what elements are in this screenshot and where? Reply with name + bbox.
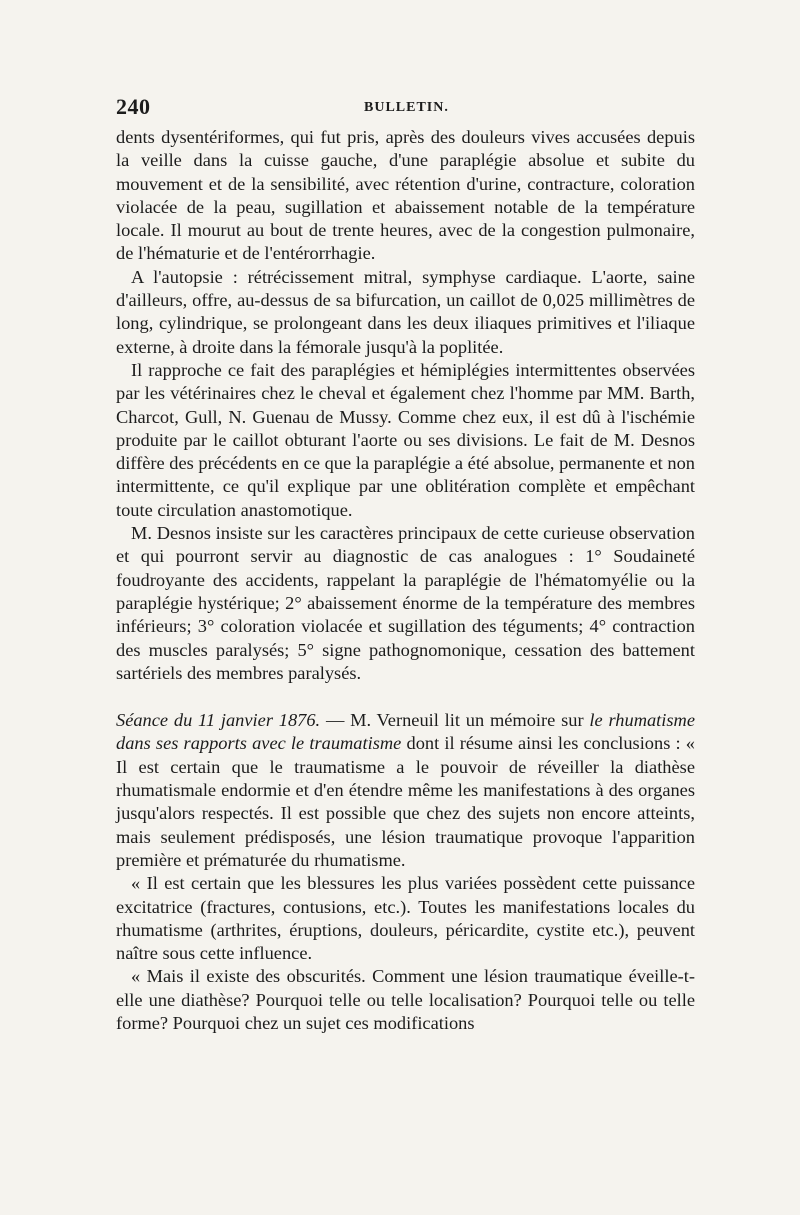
page-number: 240 bbox=[116, 94, 151, 119]
running-head: BULLETIN. bbox=[364, 100, 449, 115]
paragraph-obscurities: « Mais il existe des obscurités. Comment une lésion traumatique éveille-t-elle une diathèse? Pourquoi telle ou telle localisation? Pourquoi telle ou telle forme? Pourquoi chez un sujet ces modifications bbox=[116, 966, 695, 1033]
session-lead: — M. Verneuil lit un mémoire sur bbox=[320, 710, 590, 731]
page-header bbox=[116, 94, 695, 124]
paragraph-characteristics: M. Desnos insiste sur les caractères principaux de cette curieuse observation et qui pourront servir au diagnostic de cas analogues : 1° Soudaineté foudroyante des accidents, rappelant la paraplégie de l'hématomyélie ou la paraplégie hystérique; 2° abaissement énorme de la température des membres inférieurs; 3° coloration violacée et sugillation des téguments; 4° contraction des muscles paralysés; 5° signe pathognomonique, cessation des battement sartériels des membres paralysés. bbox=[116, 523, 695, 683]
paragraph-autopsy: A l'autopsie : rétrécissement mitral, symphyse cardiaque. L'aorte, saine d'ailleurs, offre, au-dessus de sa bifurcation, un caillot de 0,025 millimètres de long, cylindrique, se prolongeant dans les deux iliaques primitives et l'iliaque externe, à droite dans la fémorale jusqu'à la poplitée. bbox=[116, 266, 695, 357]
session-label: Séance du 11 janvier 1876. bbox=[116, 710, 321, 731]
paragraph-wounds: « Il est certain que les blessures les plus variées possèdent cette puissance excitatrice (fractures, contusions, etc.). Toutes les manifestations locales du rhumatisme (arthrites, éruptions, douleurs, péricardite, cystite etc.), peuvent naître sous cette influence. bbox=[116, 873, 695, 964]
session-conclusions: dont il résume ainsi les conclusions : « Il est certain que le traumatisme a le pouvoir de réveiller la diathèse rhumatismale endormie et d'en étendre même les manifestations à des organes jusqu'alors respectés. Il est possible que chez des sujets non encore atteints, mais seulement prédisposés, une lésion traumatique provoque l'apparition première et prématurée du rhumatisme. bbox=[116, 733, 695, 870]
paragraph-case-description: dents dysentériformes, qui fut pris, après des douleurs vives accusées depuis la veille dans la cuisse gauche, d'une paraplégie absolue et subite du mouvement et de la sensibilité, avec rétention d'urine, contracture, coloration violacée de la peau, sugillation et abaissement notable de la température locale. Il mourut au bout de trente heures, avec de la congestion pulmonaire, de l'hématurie et de l'entérorrhagie. bbox=[116, 127, 695, 264]
paragraph-comparison: Il rapproche ce fait des paraplégies et hémiplégies intermittentes observées par les vétérinaires chez le cheval et également chez l'homme par MM. Barth, Charcot, Gull, N. Guenau de Mussy. Comme chez eux, il est dû à l'ischémie produite par le caillot obturant l'aorte ou ses divisions. Le fait de M. Desnos diffère des précédents en ce que la paraplégie a été absolue, permanente et non intermittente, ce qu'il explique par une oblitération complète et empêchant toute circulation anastomotique. bbox=[116, 359, 695, 520]
paragraph-session-verneuil bbox=[116, 709, 695, 872]
memoir-title: le rhumatisme dans ses rapports avec le traumatisme bbox=[116, 710, 695, 754]
